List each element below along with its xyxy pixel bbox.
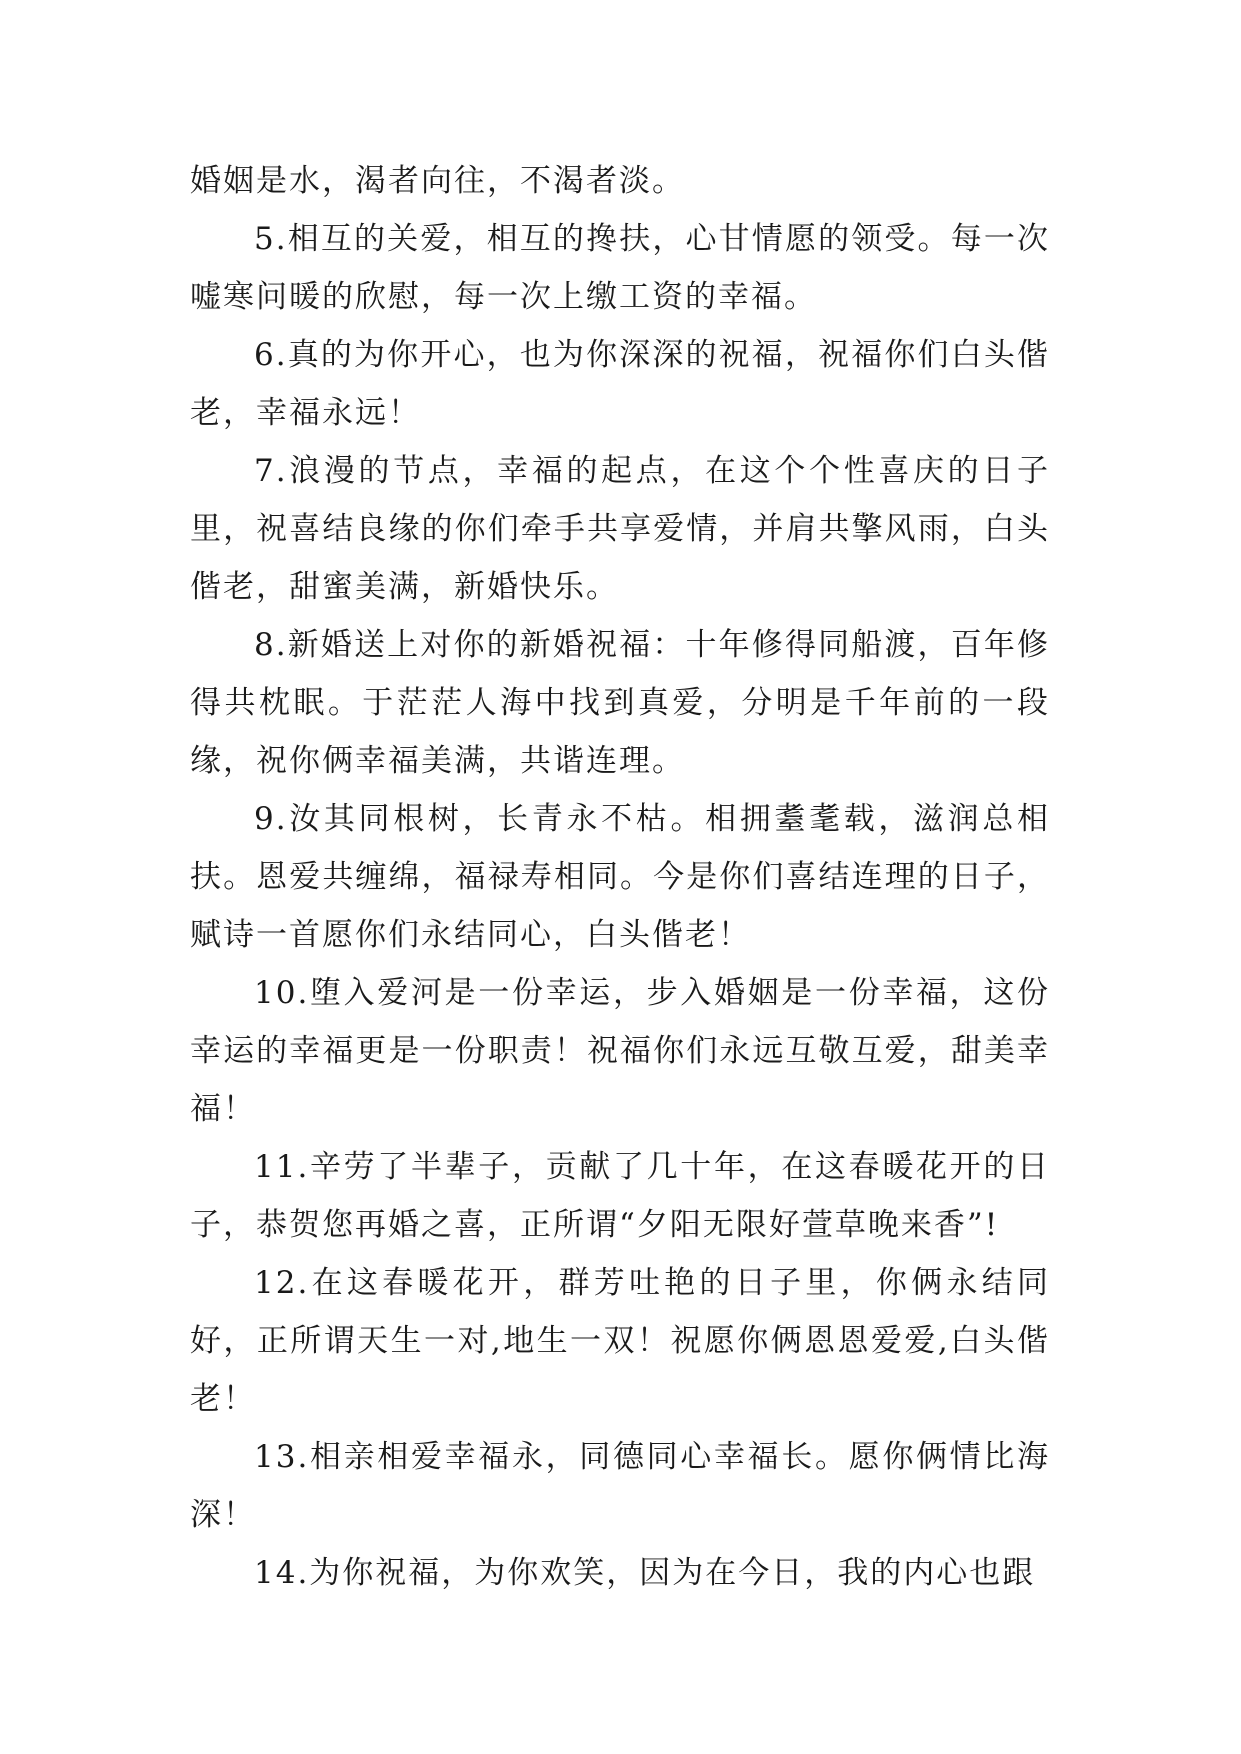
paragraph-6: 9.汝其同根树，长青永不枯。相拥耋耄载，滋润总相扶。恩爱共缠绵，福禄寿相同。今是你们喜结连理的日子，赋诗一首愿你们永结同心，白头偕老！: [190, 801, 1050, 953]
paragraph-4: 7.浪漫的节点，幸福的起点，在这个个性喜庆的日子里，祝喜结良缘的你们牵手共享爱情，并肩共擎风雨，白头偕老，甜蜜美满，新婚快乐。: [190, 453, 1050, 605]
paragraph-8: 11.辛劳了半辈子，贡献了几十年，在这春暖花开的日子，恭贺您再婚之喜，正所谓“夕阳无限好萱草晚来香”!: [190, 1149, 1050, 1243]
paragraph-1: 婚姻是水，渴者向往，不渴者淡。: [190, 163, 685, 199]
paragraph-10: 13.相亲相爱幸福永，同德同心幸福长。愿你俩情比海深！: [190, 1439, 1050, 1533]
paragraph-7: 10.堕入爱河是一份幸运，步入婚姻是一份幸福，这份幸运的幸福更是一份职责！祝福你们永远互敬互爱，甜美幸福！: [190, 975, 1050, 1127]
paragraph-3: 6.真的为你开心，也为你深深的祝福，祝福你们白头偕老，幸福永远！: [190, 337, 1050, 431]
paragraph-9: 12.在这春暖花开，群芳吐艳的日子里，你俩永结同好，正所谓天生一对,地生一双！祝愿你俩恩恩爱爱,白头偕老！: [190, 1265, 1050, 1417]
paragraph-5: 8.新婚送上对你的新婚祝福：十年修得同船渡，百年修得共枕眠。于茫茫人海中找到真爱，分明是千年前的一段缘，祝你俩幸福美满，共谐连理。: [190, 627, 1050, 779]
paragraph-2: 5.相互的关爱，相互的搀扶，心甘情愿的领受。每一次嘘寒问暖的欣慰，每一次上缴工资的幸福。: [190, 221, 1050, 315]
paragraph-11: 14.为你祝福，为你欢笑，因为在今日，我的内心也跟: [254, 1555, 1036, 1591]
body-text: [190, 152, 1050, 1602]
